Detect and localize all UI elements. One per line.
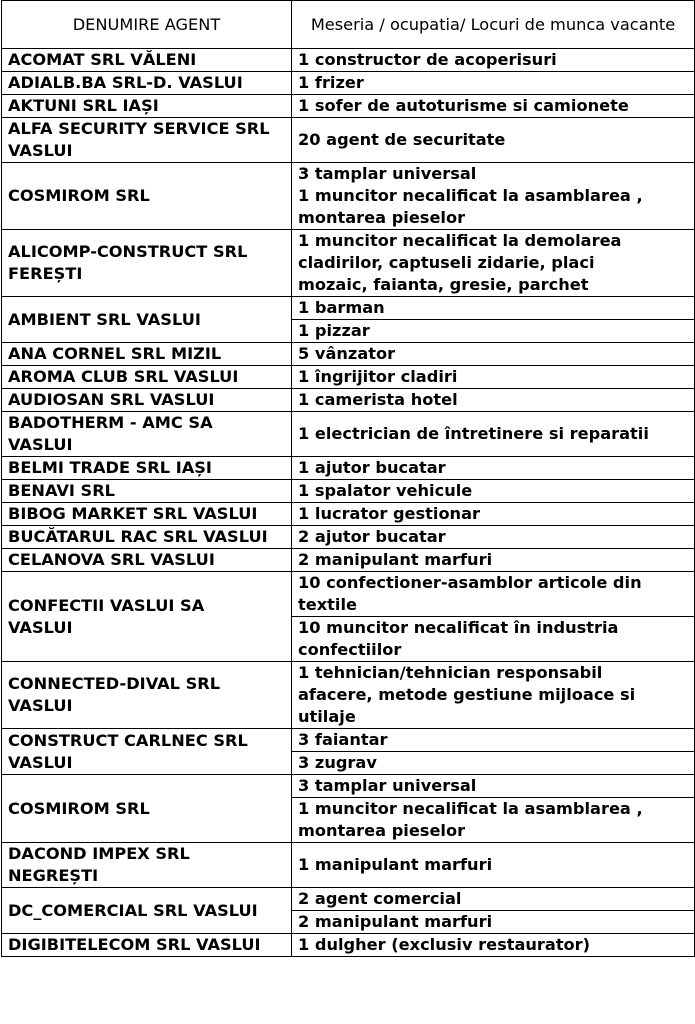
occupation-cell (292, 320, 695, 343)
agent-name-cell (2, 49, 292, 72)
occupation-line: 3 zugrav (298, 753, 377, 772)
agent-name-line: AMBIENT SRL VASLUI (8, 309, 201, 329)
occupation-line: 1 lucrator gestionar (298, 504, 480, 523)
occupation-cell (292, 389, 695, 412)
vacancies-table (1, 0, 695, 957)
occupation-line: 1 constructor de acoperisuri (298, 50, 557, 69)
occupation-line: 1 pizzar (298, 321, 370, 340)
occupation-line: 1 frizer (298, 73, 364, 92)
agent-name-cell (2, 662, 292, 729)
occupation-line: mozaic, faianta, gresie, parchet (298, 275, 589, 294)
occupation-line: montarea pieselor (298, 208, 466, 227)
occupation-line: 1 camerista hotel (298, 390, 458, 409)
occupation-cell (292, 480, 695, 503)
header-row (2, 1, 695, 49)
occupation-line: cladirilor, captuseli zidarie, placi (298, 253, 595, 272)
agent-name-line: DC_COMERCIAL SRL VASLUI (8, 900, 258, 920)
agent-name-line: BUCĂTARUL RAC SRL VASLUI (8, 527, 268, 546)
table-row (2, 163, 695, 230)
occupation-line: 1 spalator vehicule (298, 481, 473, 500)
occupation-line: 1 dulgher (exclusiv restaurator) (298, 935, 591, 954)
table-row (2, 729, 695, 752)
agent-name-line: CONFECTII VASLUI SA (8, 595, 205, 615)
agent-name-cell (2, 729, 292, 775)
occupation-line: 1 tehnician/tehnician responsabil (298, 663, 603, 682)
occupation-cell (292, 503, 695, 526)
agent-name-cell (2, 297, 292, 343)
agent-name-line: BELMI TRADE SRL IAȘI (8, 458, 212, 477)
agent-name-cell (2, 526, 292, 549)
agent-name-line: COSMIROM SRL (8, 186, 150, 205)
occupation-cell (292, 343, 695, 366)
agent-name-cell (2, 457, 292, 480)
occupation-cell (292, 843, 695, 888)
occupation-line: afacere, metode gestiune mijloace si (298, 685, 636, 704)
agent-name-line: ALICOMP-CONSTRUCT SRL (8, 242, 248, 261)
occupation-line: 10 muncitor necalificat în industria (298, 618, 619, 637)
agent-name-cell (2, 572, 292, 662)
table-row (2, 72, 695, 95)
table-row (2, 662, 695, 729)
table-row (2, 888, 695, 911)
occupation-cell (292, 118, 695, 163)
occupation-cell (292, 412, 695, 457)
occupation-line: utilaje (298, 707, 356, 726)
agent-name-cell (2, 843, 292, 888)
occupation-cell (292, 617, 695, 662)
agent-name-cell (2, 163, 292, 230)
table-row (2, 526, 695, 549)
occupation-cell (292, 230, 695, 297)
agent-name-line: AUDIOSAN SRL VASLUI (8, 390, 215, 409)
table-body (2, 49, 695, 957)
agent-name-line: NEGREȘTI (8, 866, 99, 885)
table-row (2, 343, 695, 366)
table-row (2, 95, 695, 118)
occupation-line: 5 vânzator (298, 344, 396, 363)
agent-name-cell (2, 230, 292, 297)
agent-name-line: FEREȘTI (8, 264, 83, 283)
occupation-line: 1 barman (298, 298, 385, 317)
occupation-cell (292, 457, 695, 480)
header-agent: DENUMIRE AGENT (2, 1, 292, 49)
occupation-cell (292, 934, 695, 957)
agent-name-line: DIGIBITELECOM SRL VASLUI (8, 935, 261, 954)
occupation-line: montarea pieselor (298, 821, 466, 840)
table-header (2, 1, 695, 49)
occupation-line: 20 agent de securitate (298, 130, 506, 149)
occupation-cell (292, 95, 695, 118)
occupation-cell (292, 775, 695, 798)
table-row (2, 549, 695, 572)
table-row (2, 412, 695, 457)
occupation-line: 2 manipulant marfuri (298, 550, 493, 569)
agent-name-cell (2, 934, 292, 957)
occupation-line: 1 sofer de autoturisme si camionete (298, 96, 629, 115)
occupation-line: 1 manipulant marfuri (298, 855, 493, 874)
occupation-line: 10 confectioner-asamblor articole din (298, 573, 642, 592)
agent-name-line: AKTUNI SRL IAȘI (8, 96, 159, 115)
table-row (2, 297, 695, 320)
occupation-cell (292, 549, 695, 572)
agent-name-line: VASLUI (8, 617, 73, 637)
occupation-line: confectiilor (298, 640, 402, 659)
occupation-cell (292, 366, 695, 389)
agent-name-cell (2, 480, 292, 503)
agent-name-cell (2, 412, 292, 457)
occupation-line: 1 muncitor necalificat la asamblarea , (298, 186, 643, 205)
occupation-line: textile (298, 595, 357, 614)
agent-name-cell (2, 503, 292, 526)
occupation-line: 1 muncitor necalificat la asamblarea , (298, 799, 643, 818)
agent-name-line: BENAVI SRL (8, 481, 115, 500)
occupation-line: 1 îngrijitor cladiri (298, 367, 458, 386)
table-row (2, 843, 695, 888)
agent-name-line: CELANOVA SRL VASLUI (8, 550, 215, 569)
table-row (2, 457, 695, 480)
occupation-line: 1 muncitor necalificat la demolarea (298, 231, 622, 250)
table-row (2, 389, 695, 412)
occupation-cell (292, 798, 695, 843)
occupation-cell (292, 49, 695, 72)
occupation-cell (292, 526, 695, 549)
occupation-cell (292, 911, 695, 934)
occupation-line: 2 ajutor bucatar (298, 527, 446, 546)
agent-name-line: DACOND IMPEX SRL (8, 844, 190, 863)
occupation-cell (292, 297, 695, 320)
agent-name-line: COSMIROM SRL (8, 798, 150, 818)
agent-name-line: CONSTRUCT CARLNEC SRL (8, 730, 248, 750)
occupation-cell (292, 163, 695, 230)
table-row (2, 118, 695, 163)
agent-name-line: AROMA CLUB SRL VASLUI (8, 367, 239, 386)
agent-name-line: VASLUI (8, 141, 73, 160)
agent-name-cell (2, 72, 292, 95)
agent-name-line: VASLUI (8, 752, 73, 772)
agent-name-line: BADOTHERM - AMC SA (8, 413, 213, 432)
agent-name-cell (2, 343, 292, 366)
table-row (2, 49, 695, 72)
occupation-cell (292, 662, 695, 729)
header-occupation: Meseria / ocupatia/ Locuri de munca vacante (292, 1, 695, 49)
occupation-cell (292, 888, 695, 911)
agent-name-cell (2, 366, 292, 389)
agent-name-cell (2, 549, 292, 572)
occupation-line: 3 tamplar universal (298, 776, 477, 795)
occupation-cell (292, 572, 695, 617)
occupation-cell (292, 72, 695, 95)
table-row (2, 480, 695, 503)
occupation-line: 1 ajutor bucatar (298, 458, 446, 477)
table-row (2, 230, 695, 297)
agent-name-cell (2, 775, 292, 843)
occupation-line: 1 electrician de întretinere si reparatii (298, 424, 649, 443)
table-row (2, 775, 695, 798)
table-row (2, 366, 695, 389)
occupation-line: 2 manipulant marfuri (298, 912, 493, 931)
table-row (2, 572, 695, 617)
agent-name-line: ALFA SECURITY SERVICE SRL (8, 119, 270, 138)
agent-name-line: ACOMAT SRL VĂLENI (8, 50, 197, 69)
agent-name-line: ANA CORNEL SRL MIZIL (8, 344, 222, 363)
table-row (2, 934, 695, 957)
agent-name-line: ADIALB.BA SRL-D. VASLUI (8, 73, 243, 92)
agent-name-line: BIBOG MARKET SRL VASLUI (8, 504, 258, 523)
agent-name-cell (2, 389, 292, 412)
occupation-cell (292, 729, 695, 752)
agent-name-cell (2, 118, 292, 163)
occupation-line: 2 agent comercial (298, 889, 462, 908)
table-row (2, 503, 695, 526)
agent-name-line: VASLUI (8, 435, 73, 454)
agent-name-cell (2, 888, 292, 934)
agent-name-cell (2, 95, 292, 118)
agent-name-line: VASLUI (8, 696, 73, 715)
occupation-line: 3 faiantar (298, 730, 388, 749)
agent-name-line: CONNECTED-DIVAL SRL (8, 674, 221, 693)
occupation-cell (292, 752, 695, 775)
occupation-line: 3 tamplar universal (298, 164, 477, 183)
